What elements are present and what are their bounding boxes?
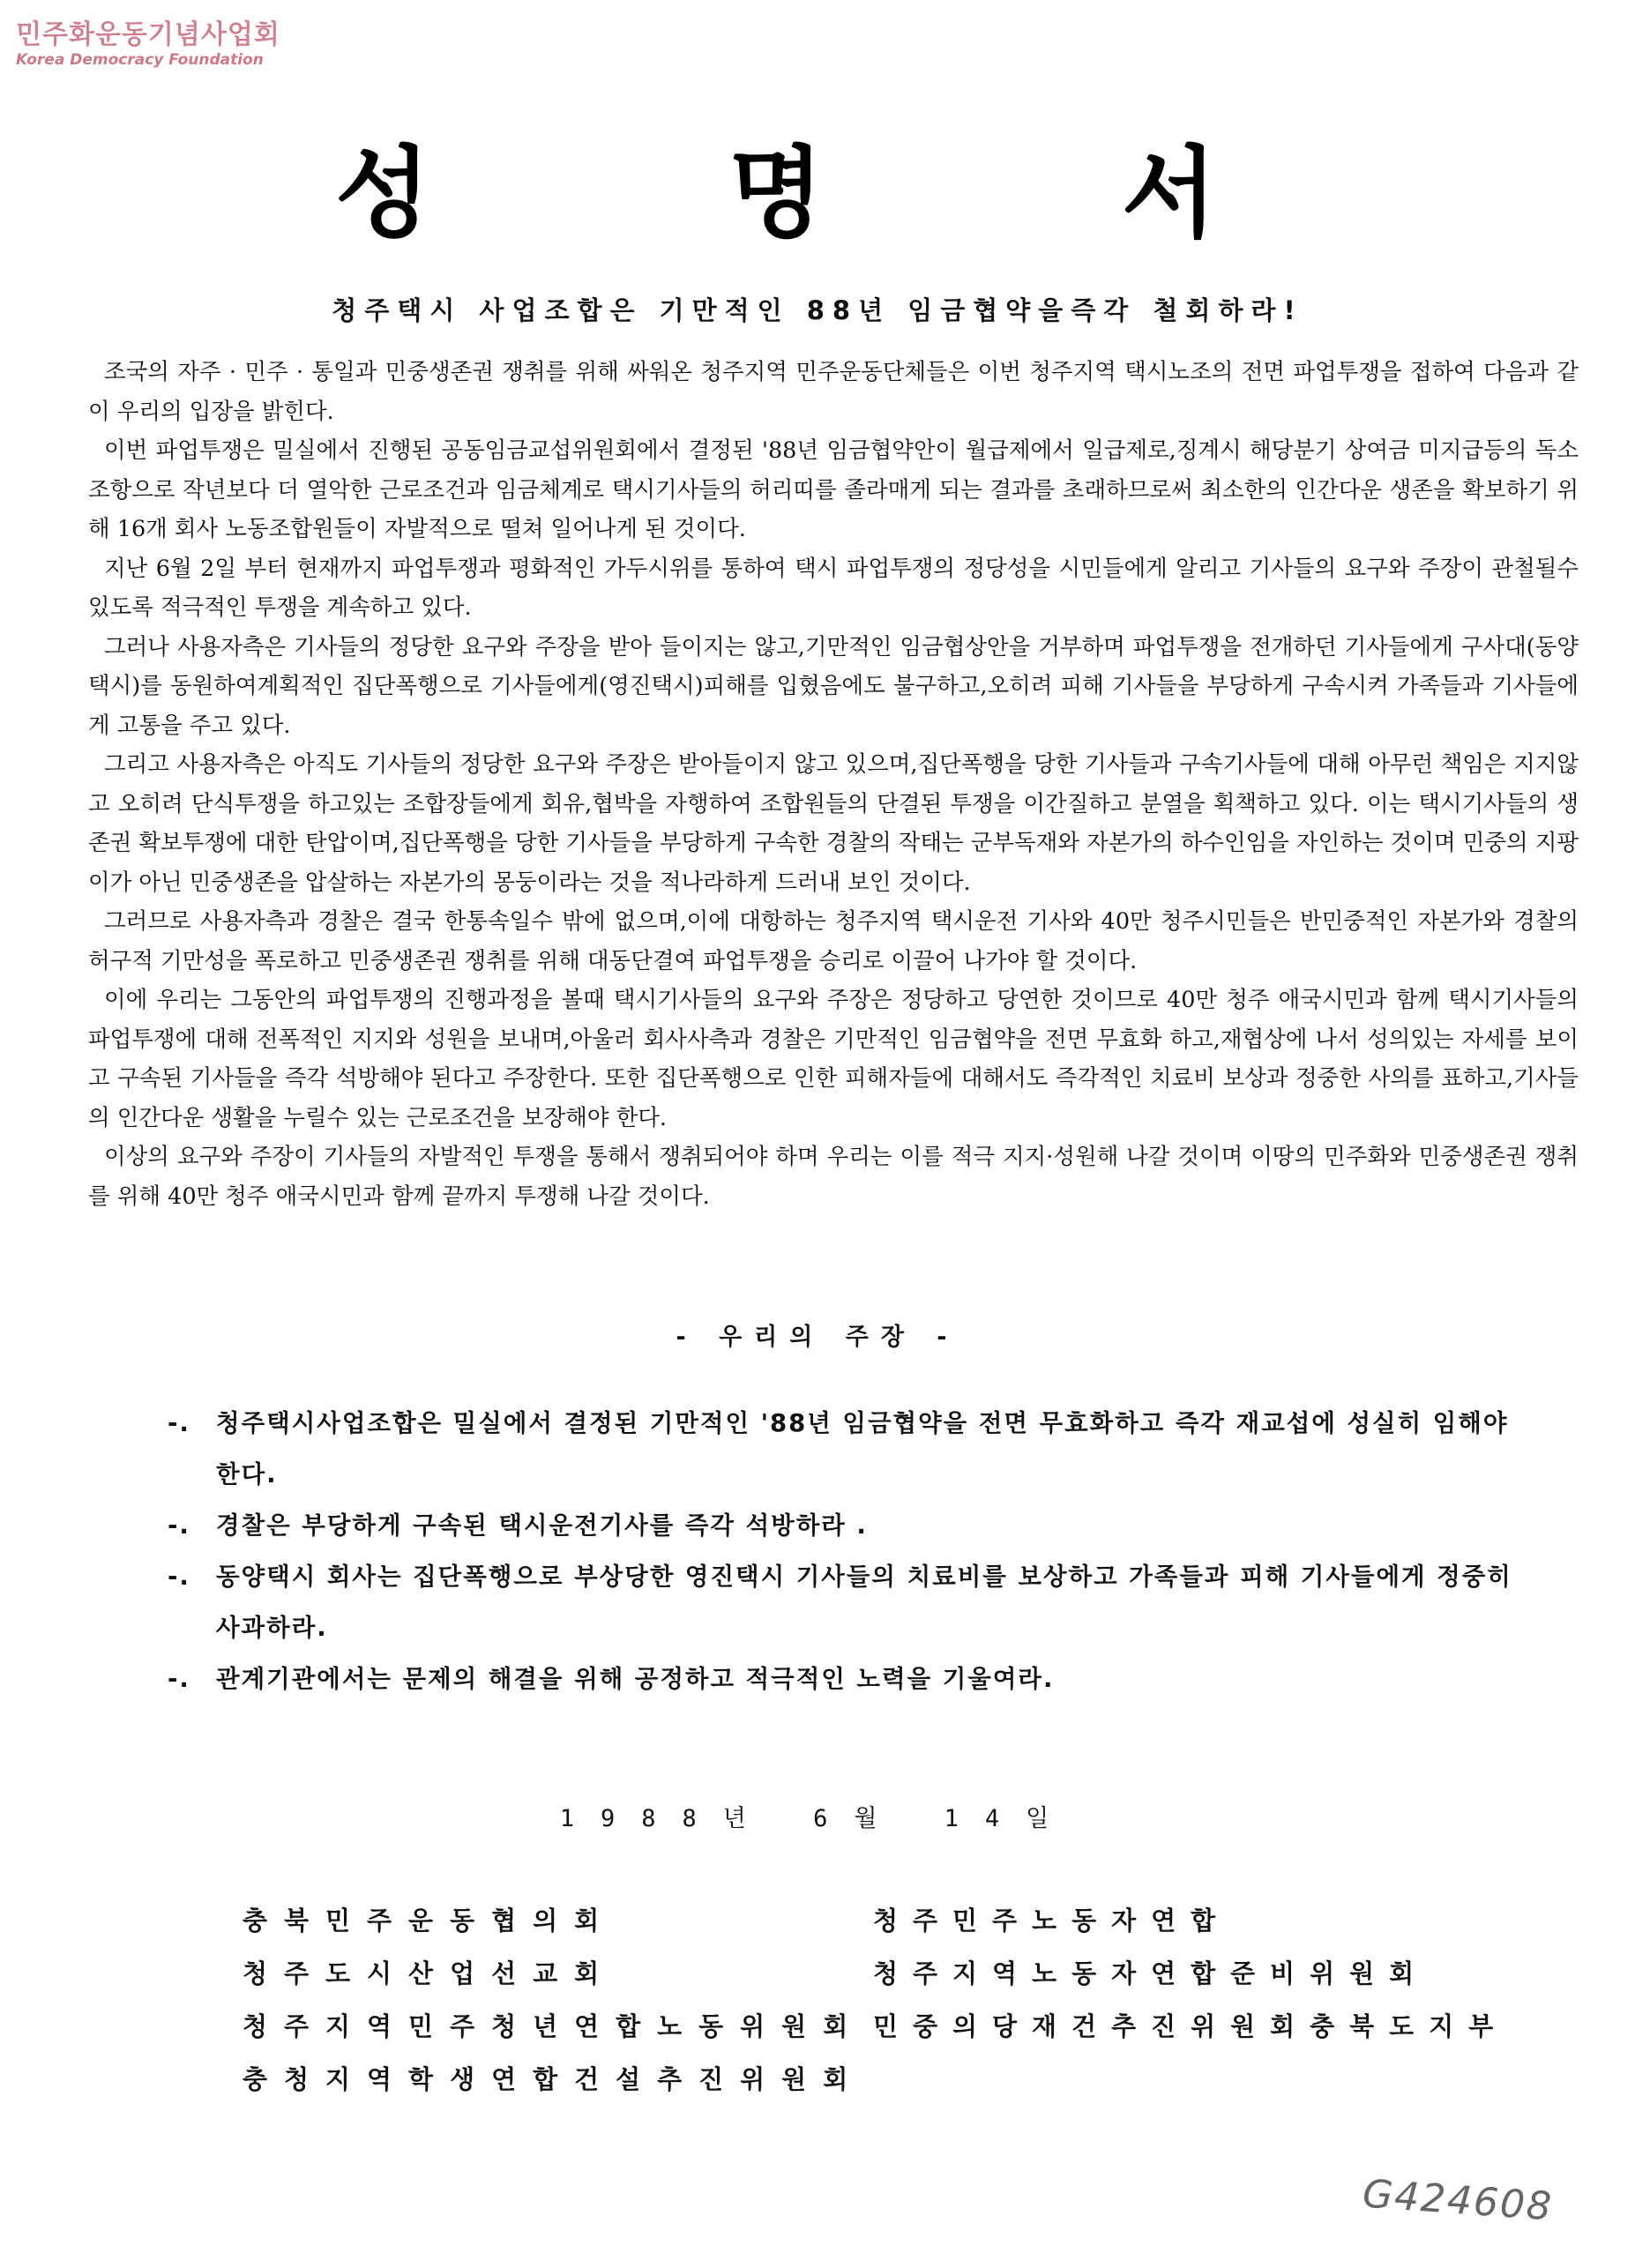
organization-name: 민중의당재건추진위원회충북도지부 [873, 2011, 1509, 2041]
demand-item [168, 1653, 1543, 1705]
organization-name: 청주민주노동자연합 [873, 1906, 1231, 1936]
paragraph: 지난 6월 2일 부터 현재까지 파업투쟁과 평화적인 가두시위를 통하여 택시 파업투쟁의 정당성을 시민들에게 알리고 기사들의 요구와 주장이 관철될수 있도록 적극적인 투쟁을 계속하고 있다. [88, 555, 1579, 621]
paragraph: 그리고 사용자측은 아직도 기사들의 정당한 요구와 주장은 받아들이지 않고 있으며,집단폭행을 당한 기사들과 구속기사들에 대해 아무런 책임은 지지않고 오히려 단식투쟁을 하고있는 조합장들에게 회유,협박을 자행하여 조합원들의 단결된 투쟁을 이간질하고 분열을 획책하고 있다. 이는 택시기사들의 생존권 확보투쟁에 대한 탄압이며,집단폭행을 당한 기사들을 부당하게 구속한 경찰의 작태는 군부독재와 자본가의 하수인임을 자인하는 것이며 민중의 지팡이가 아닌 민중생존을 압살하는 자본가의 몽둥이라는 것을 적나라하게 드러내 보인 것이다. [88, 751, 1579, 896]
demand-item [168, 1398, 1543, 1500]
organization-name: 충북민주운동협의회 [243, 1906, 616, 1936]
document-date: 1988년 6월 14일 [559, 1805, 1076, 1832]
title-char: 서 [1121, 137, 1217, 251]
headline: 청주택시 사업조합은 기만적인 88년 임금협약을즉각 철회하라! [332, 295, 1303, 325]
demand-item [168, 1500, 1543, 1551]
demand-text: 청주택시사업조합은 밀실에서 결정된 기만적인 '88년 임금협약을 전면 무효화하고 즉각 재교섭에 성실히 임해야 한다. [216, 1409, 1509, 1488]
demand-text: 동양택시 회사는 집단폭행으로 부상당한 영진택시 기사들의 치료비를 보상하고 가족들과 피해 기사들에게 정중히 사과하라. [216, 1563, 1512, 1642]
document-title [335, 115, 1217, 257]
demand-text: 관계기관에서는 문제의 해결을 위해 공정하고 적극적인 노력을 기울여라. [216, 1665, 1055, 1693]
paragraph: 그러나 사용자측은 기사들의 정당한 요구와 주장을 받아 들이지는 않고,기만적인 임금협상안을 거부하며 파업투쟁을 전개하던 기사들에게 구사대(동양택시)를 동원하여계획적인 집단폭행으로 기사들에게(영진택시)피해를 입혔음에도 불구하고,오히려 피해 기사들을 부당하게 구속시켜 가족들과 기사들에게 고통을 주고 있다. [88, 633, 1579, 739]
watermark-korean: 민주화운동기념사업회 [16, 19, 280, 50]
demand-item [168, 1551, 1543, 1653]
paragraph: 조국의 자주 · 민주 · 통일과 민중생존권 쟁취를 위해 싸워온 청주지역 민주운동단체들은 이번 청주지역 택시노조의 전면 파업투쟁을 접하여 다음과 같이 우리의 입장을 밝힌다. [88, 359, 1579, 425]
section-title-our-demands: - 우리의 주장 - [676, 1324, 959, 1351]
demand-bullet: -. [168, 1563, 190, 1591]
paragraph: 이상의 요구와 주장이 기사들의 자발적인 투쟁을 통해서 쟁취되어야 하며 우리는 이를 적극 지지·성원해 나갈 것이며 이땅의 민주화와 민중생존권 쟁취를 위해 40만 청주 애국시민과 함께 끝까지 투쟁해 나갈 것이다. [88, 1144, 1579, 1210]
demand-bullet: -. [168, 1409, 190, 1437]
organization-name: 충청지역학생연합건설추진위원회 [243, 2064, 865, 2094]
statement-body [88, 353, 1579, 1216]
watermark-english: Korea Democracy Foundation [16, 51, 264, 69]
signatory-organizations [243, 1903, 1521, 2097]
paragraph: 이번 파업투쟁은 밀실에서 진행된 공동임금교섭위원회에서 결정된 '88년 임금협약안이 월급제에서 일급제로,징계시 해당분기 상여금 미지급등의 독소조항으로 작년보다 더 열악한 근로조건과 임금체계로 택시기사들의 허리띠를 졸라매게 되는 결과를 초래하므로써 최소한의 인간다운 생존을 확보하기 위해 16개 회사 노동조합원들이 자발적으로 떨쳐 일어나게 된 것이다. [88, 437, 1579, 542]
paragraph: 그러므로 사용자측과 경찰은 결국 한통속일수 밖에 없으며,이에 대항하는 청주지역 택시운전 기사와 40만 청주시민들은 반민중적인 자본가와 경찰의 허구적 기만성을 폭로하고 민중생존권 쟁취를 위해 대동단결여 파업투쟁을 승리로 이끌어 나가야 할 것이다. [88, 908, 1579, 974]
archive-number: G424608 [1361, 2171, 1555, 2230]
organization-name: 청주지역민주청년연합노동위원회 [243, 2011, 865, 2041]
demand-text: 경찰은 부당하게 구속된 택시운전기사를 즉각 석방하라 . [216, 1511, 868, 1540]
demand-bullet: -. [168, 1511, 190, 1540]
organization-name: 청주도시산업선교회 [243, 1958, 616, 1988]
organization-name: 청주지역노동자연합준비위원회 [873, 1958, 1430, 1988]
paragraph: 이에 우리는 그동안의 파업투쟁의 진행과정을 볼때 택시기사들의 요구와 주장은 정당하고 당연한 것이므로 40만 청주 애국시민과 함께 택시기사들의 파업투쟁에 대해 전폭적인 지지와 성원을 보내며,아울러 회사사측과 경찰은 기만적인 임금협약을 전면 무효화 하고,재협상에 나서 성의있는 자세를 보이고 구속된 기사들을 즉각 석방해야 된다고 주장한다. 또한 집단폭행으로 인한 피해자들에 대해서도 즉각적인 치료비 보상과 정중한 사의를 표하고,기사들의 인간다운 생활을 누릴수 있는 근로조건을 보장해야 한다. [88, 987, 1579, 1131]
title-char: 성 [335, 137, 431, 251]
demand-bullet: -. [168, 1665, 190, 1693]
watermark-logo [16, 12, 280, 69]
demands-list [168, 1398, 1543, 1705]
title-char: 명 [728, 137, 825, 251]
